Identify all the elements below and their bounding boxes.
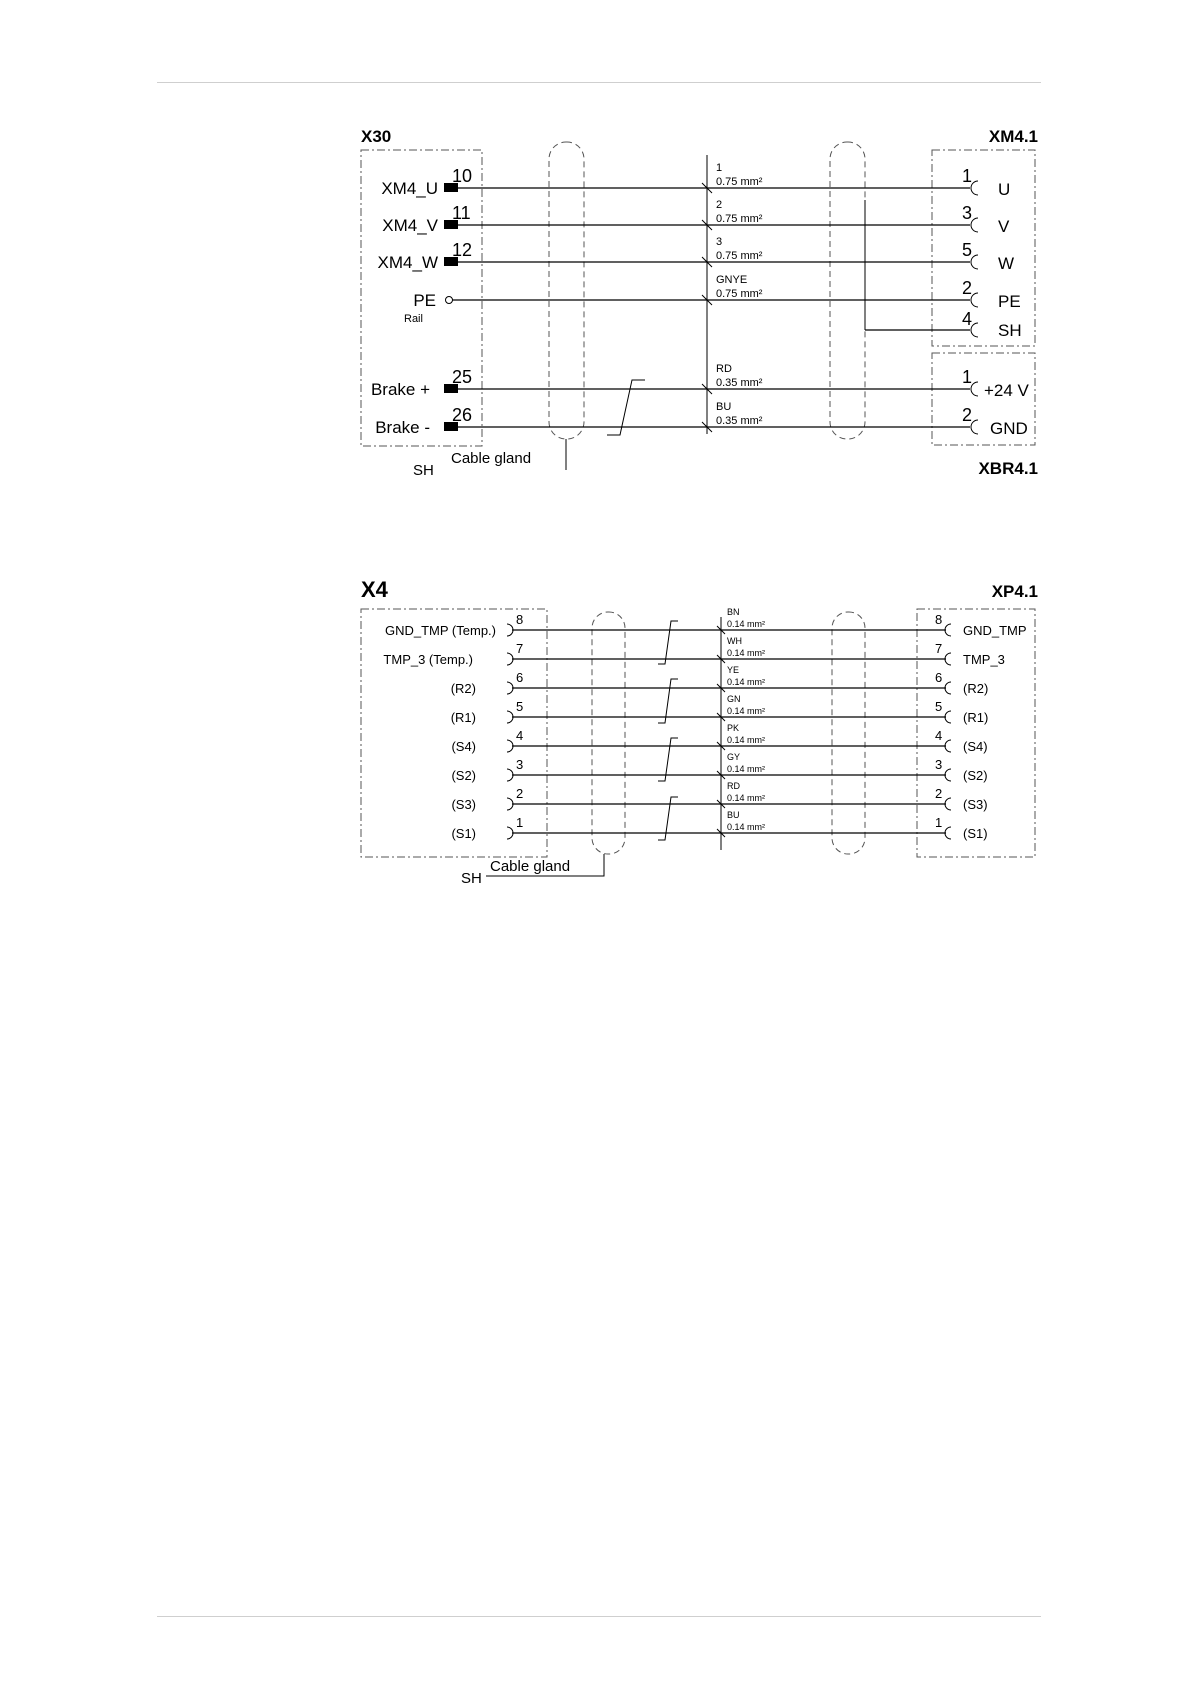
- wire-code-ye: YE: [727, 665, 740, 675]
- rail-label: Rail: [404, 313, 423, 325]
- right-label-8: GND_TMP: [963, 623, 1027, 638]
- right-label-5: (R1): [963, 710, 989, 725]
- x4-title: X4: [361, 577, 388, 602]
- wire-section-1: 0.14 mm²: [727, 822, 766, 832]
- right-label-1: (S1): [963, 826, 988, 841]
- right-label-24v: +24 V: [984, 381, 1029, 400]
- left-pin-26: 26: [452, 405, 473, 425]
- left-pin-5: 5: [516, 699, 524, 714]
- wire-code-1: 1: [716, 162, 723, 174]
- cable-gland-left: [549, 142, 584, 439]
- right-label-3: (S2): [963, 768, 988, 783]
- wire-code-rd: RD: [716, 363, 732, 375]
- right-pin-4: 4: [935, 728, 943, 743]
- right-label-pe: PE: [998, 292, 1021, 311]
- cable-gland-label-2: Cable gland: [490, 858, 571, 875]
- right-pin-1: 1: [935, 815, 943, 830]
- right-label-2: (S3): [963, 797, 988, 812]
- wire-code-bn: BN: [727, 607, 740, 617]
- wire-code-bu: BU: [727, 810, 740, 820]
- xbr41-title: XBR4.1: [978, 459, 1038, 478]
- wire-section-rd: 0.35 mm²: [716, 377, 763, 389]
- cable-gland-left-2: [592, 612, 625, 854]
- wire-section-1: 0.75 mm²: [716, 176, 763, 188]
- right-label-6: (R2): [963, 681, 989, 696]
- wire-section-4: 0.14 mm²: [727, 735, 766, 745]
- left-pin-25: 25: [452, 367, 473, 387]
- socket-arcs: [971, 181, 978, 434]
- left-label-xm4-w: XM4_W: [377, 253, 438, 272]
- left-label-1: (S1): [451, 826, 476, 841]
- left-label-brake-plus: Brake +: [370, 380, 430, 399]
- wire-section-2: 0.75 mm²: [716, 213, 763, 225]
- right-pin-brake-1: 1: [962, 367, 973, 387]
- right-pin-6: 6: [935, 670, 943, 685]
- right-label-7: TMP_3: [963, 652, 1005, 667]
- wire-code-2: 2: [716, 199, 723, 211]
- socket-arcs-right-2: [945, 624, 951, 839]
- right-pin-4: 4: [962, 309, 973, 329]
- terminal-pe: [446, 297, 453, 304]
- right-label-4: (S4): [963, 739, 988, 754]
- xm41-title: XM4.1: [988, 127, 1038, 146]
- wire-section-2: 0.14 mm²: [727, 793, 766, 803]
- wire-section-bu: 0.35 mm²: [716, 415, 763, 427]
- left-label-pe: PE: [413, 291, 436, 310]
- cable-gland-right: [830, 142, 865, 439]
- right-label-w: W: [998, 254, 1015, 273]
- right-pin-7: 7: [935, 641, 943, 656]
- wire-section-6: 0.14 mm²: [727, 677, 766, 687]
- cable-gland-right-2: [832, 612, 865, 854]
- wire-code-bu: BU: [716, 401, 732, 413]
- right-pin-5: 5: [935, 699, 943, 714]
- left-label-brake-minus: Brake -: [375, 418, 430, 437]
- wire-section-7: 0.14 mm²: [727, 648, 766, 658]
- left-label-7: TMP_3 (Temp.): [383, 652, 473, 667]
- right-label-sh: SH: [998, 321, 1022, 340]
- twisted-pair-markers-2: [658, 621, 678, 840]
- left-pin-2: 2: [516, 786, 524, 801]
- diagram-x30-xm4: [361, 127, 1038, 479]
- right-pin-2: 2: [935, 786, 943, 801]
- left-label-xm4-u: XM4_U: [381, 179, 438, 198]
- right-label-gnd: GND: [990, 419, 1028, 438]
- right-pin-5: 5: [962, 240, 973, 260]
- left-label-xm4-v: XM4_V: [382, 216, 438, 235]
- right-pin-3: 3: [935, 757, 943, 772]
- right-pin-3: 3: [962, 203, 973, 223]
- left-label-4: (S4): [451, 739, 476, 754]
- left-pin-7: 7: [516, 641, 524, 656]
- right-pin-2: 2: [962, 278, 973, 298]
- left-pin-4: 4: [516, 728, 524, 743]
- plug-arcs-left-2: [507, 624, 513, 839]
- x30-title: X30: [361, 127, 392, 146]
- wire-section-gnye: 0.75 mm²: [716, 288, 763, 300]
- xp41-title: XP4.1: [991, 582, 1038, 601]
- left-pin-3: 3: [516, 757, 524, 772]
- left-pin-8: 8: [516, 612, 524, 627]
- left-pin-1: 1: [516, 815, 524, 830]
- wire-code-wh: WH: [727, 636, 742, 646]
- left-pin-12: 12: [452, 240, 473, 260]
- shield-label-1: SH: [413, 462, 434, 479]
- shield-label-2: SH: [461, 870, 482, 887]
- left-label-5: (R1): [450, 710, 476, 725]
- wire-section-3: 0.14 mm²: [727, 764, 766, 774]
- left-label-6: (R2): [450, 681, 476, 696]
- wire-section-8: 0.14 mm²: [727, 619, 766, 629]
- right-pin-1: 1: [962, 166, 973, 186]
- xm41-connector-box: [932, 150, 1035, 346]
- wire-code-rd: RD: [727, 781, 740, 791]
- wire-section-5: 0.14 mm²: [727, 706, 766, 716]
- right-pin-8: 8: [935, 612, 943, 627]
- right-label-v: V: [998, 217, 1010, 236]
- wire-code-3: 3: [716, 236, 723, 248]
- right-pin-brake-2: 2: [962, 405, 973, 425]
- wire-code-pk: PK: [727, 723, 740, 733]
- wire-code-gy: GY: [727, 752, 741, 762]
- left-pin-11: 11: [452, 203, 471, 223]
- left-pin-6: 6: [516, 670, 524, 685]
- wire-section-3: 0.75 mm²: [716, 250, 763, 262]
- left-label-2: (S3): [451, 797, 476, 812]
- left-label-3: (S2): [451, 768, 476, 783]
- diagram-x4-xp4: [361, 577, 1038, 887]
- right-label-u: U: [998, 180, 1011, 199]
- left-label-8: GND_TMP (Temp.): [385, 623, 496, 638]
- left-pin-10: 10: [452, 166, 473, 186]
- wire-code-gnye: GNYE: [716, 274, 748, 286]
- wire-code-gn: GN: [727, 694, 741, 704]
- cable-gland-label-1: Cable gland: [451, 450, 532, 467]
